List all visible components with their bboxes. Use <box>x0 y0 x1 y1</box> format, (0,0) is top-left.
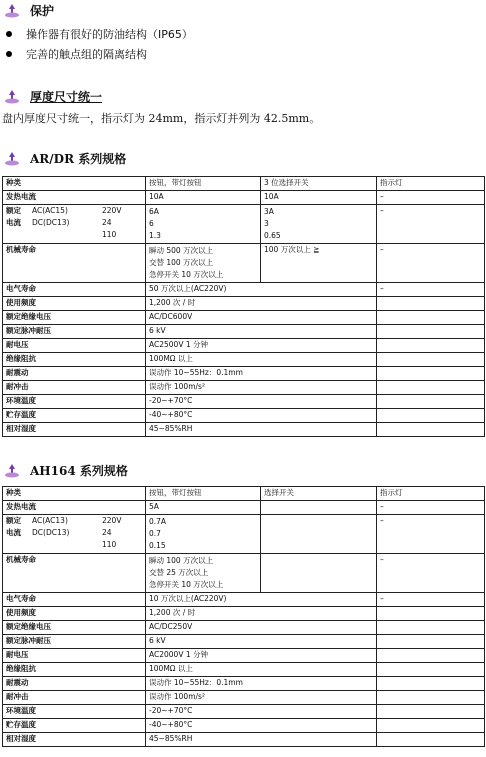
section-title: AH164 系列规格 <box>30 464 128 478</box>
table-row: 绝缘阻抗 100MΩ 以上 <box>3 353 485 367</box>
table-row: 环境温度 -20~+70°C <box>3 705 485 719</box>
table-header-row: 种类 按钮，带灯按钮 3 位选择开关 指示灯 <box>3 177 485 191</box>
pushpin-icon <box>4 4 20 18</box>
table-row: 额定脉冲耐压 6 kV <box>3 325 485 339</box>
table-row: 相对湿度 45~85%RH <box>3 733 485 747</box>
table-row: 额定绝缘电压 AC/DC250V <box>3 621 485 635</box>
table-row: 额定绝缘电压 AC/DC600V <box>3 311 485 325</box>
table-row: 环境温度 -20~+70°C <box>3 395 485 409</box>
table-row: 相对湿度 45~85%RH <box>3 423 485 437</box>
table-row: 耐冲击 误动作 100m/s² <box>3 691 485 705</box>
bullet-icon <box>6 31 12 37</box>
table-row: 电气寿命 50 万次以上(AC220V) – <box>3 283 485 297</box>
table2-header <box>4 462 128 479</box>
table-row: 贮存温度 -40~+80°C <box>3 719 485 733</box>
bullet-icon <box>6 51 12 57</box>
section-title: AR/DR 系列规格 <box>30 152 127 166</box>
table-row: 发热电流 10A 10A – <box>3 191 485 205</box>
table-row: 耐震动 误动作 10~55Hz：0.1mm <box>3 677 485 691</box>
table-row: 额定 AC(AC15) 220V 电流 DC(DC13) 24 110 6A 6 1.3 3A 3 0.65 – <box>3 205 485 244</box>
section-protection-header <box>4 2 54 19</box>
spec-table-ar-dr <box>2 176 485 437</box>
table-row: 电气寿命 10 万次以上(AC220V) – <box>3 593 485 607</box>
pushpin-icon <box>4 90 20 104</box>
table-row: 使用频度 1,200 次 / 时 <box>3 297 485 311</box>
thickness-text: 盘内厚度尺寸统一，指示灯为 24mm，指示灯并列为 42.5mm。 <box>2 112 321 125</box>
table-row: 耐冲击 误动作 100m/s² <box>3 381 485 395</box>
table-row: 额定 AC(AC13) 220V 电流 DC(DC13) 24 110 0.7A 0.7 0.15 – <box>3 515 485 554</box>
table-row: 额定脉冲耐压 6 kV <box>3 635 485 649</box>
section-title: 保护 <box>30 4 55 18</box>
spec-table-ah164 <box>2 486 485 747</box>
bullet-item: 操作器有很好的防油结构（IP65） <box>6 26 193 42</box>
table1-header <box>4 150 126 167</box>
table-row: 机械寿命 瞬动 500 万次以上 交替 100 万次以上 急停开关 10 万次以上 100 万次以上 ≧ – <box>3 244 485 283</box>
table-row: 耐电压 AC2500V 1 分钟 <box>3 339 485 353</box>
table-row: 贮存温度 -40~+80°C <box>3 409 485 423</box>
pushpin-icon <box>4 464 20 478</box>
table-header-row: 种类 按钮，带灯按钮 选择开关 指示灯 <box>3 487 485 501</box>
bullet-item: 完善的触点组的隔离结构 <box>6 46 147 62</box>
table-row: 绝缘阻抗 100MΩ 以上 <box>3 663 485 677</box>
section-thickness-header <box>4 88 102 105</box>
table-row: 使用频度 1,200 次 / 时 <box>3 607 485 621</box>
table-row: 耐电压 AC2000V 1 分钟 <box>3 649 485 663</box>
pushpin-icon <box>4 152 20 166</box>
table-row: 发热电流 5A – <box>3 501 485 515</box>
table-row: 机械寿命 瞬动 100 万次以上 交替 25 万次以上 急停开关 10 万次以上 – <box>3 554 485 593</box>
table-row: 耐震动 误动作 10~55Hz：0.1mm <box>3 367 485 381</box>
section-title: 厚度尺寸统一 <box>30 90 103 104</box>
